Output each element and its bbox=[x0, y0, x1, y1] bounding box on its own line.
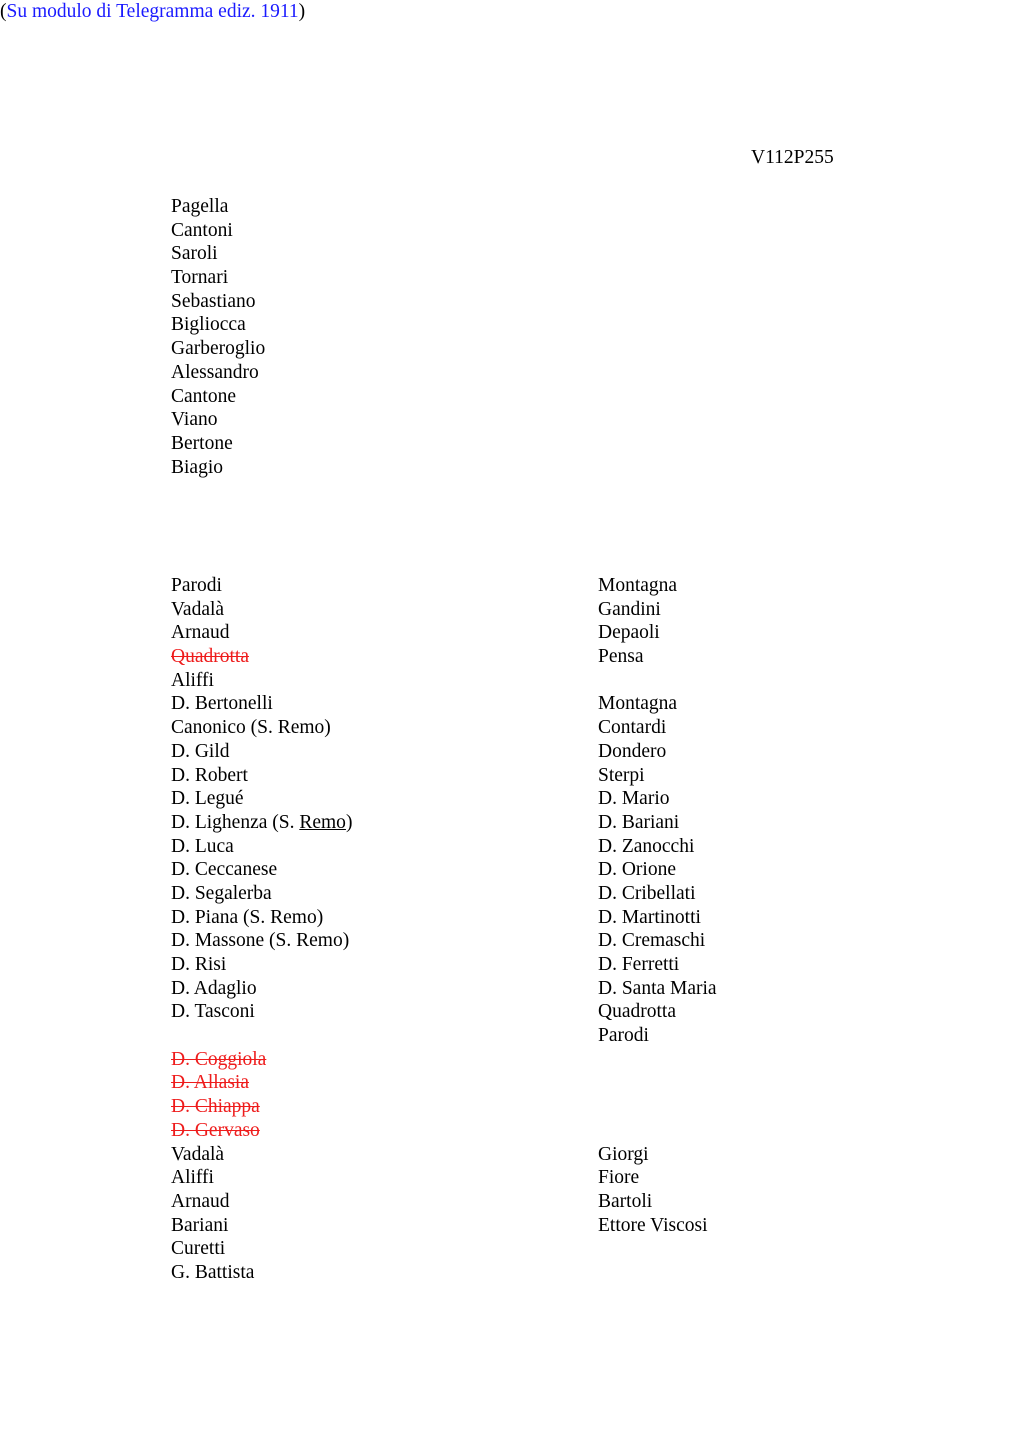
list-item: Gandini bbox=[598, 598, 661, 620]
note-open-paren: ( bbox=[0, 1, 7, 22]
list-item bbox=[171, 764, 352, 788]
list-item: Garberoglio bbox=[171, 338, 266, 360]
blank-line bbox=[171, 1024, 352, 1048]
list-item: D. Santa Maria bbox=[598, 977, 717, 999]
list-item: D. Bariani bbox=[598, 811, 680, 833]
list-item-text: Vadalà bbox=[171, 598, 225, 620]
list-item: Contardi bbox=[598, 717, 667, 739]
list-item bbox=[171, 787, 352, 811]
list-item: Viano bbox=[171, 409, 218, 431]
list-item-text: Vadalà bbox=[171, 1143, 225, 1165]
list-item bbox=[171, 1190, 352, 1214]
list-item-text: D. Legué bbox=[171, 788, 244, 810]
list-item: Bartoli bbox=[598, 1190, 653, 1212]
list-item: Pagella bbox=[171, 196, 229, 217]
list-item: Fiore bbox=[598, 1167, 640, 1189]
struck-through-name: D. Coggiola bbox=[171, 1048, 267, 1070]
source-note bbox=[0, 0, 1024, 24]
list-item-text: D. Risi bbox=[171, 954, 227, 975]
list-item: Quadrotta bbox=[598, 1001, 676, 1023]
list-item bbox=[171, 811, 352, 835]
list-item bbox=[171, 1000, 352, 1024]
list-item: Bertone bbox=[171, 432, 233, 454]
list-item bbox=[171, 929, 352, 953]
list-item: Biagio bbox=[171, 456, 223, 478]
list-item-text: D. Ceccanese bbox=[171, 859, 278, 881]
list-item: D. Mario bbox=[598, 788, 670, 810]
list-item: Cantone bbox=[171, 385, 236, 407]
list-item: D. Orione bbox=[598, 859, 676, 881]
list-item: Saroli bbox=[171, 243, 218, 265]
note-text: Su modulo di Telegramma ediz. 1911 bbox=[6, 1, 299, 22]
struck-through-name: D. Allasia bbox=[171, 1072, 249, 1094]
blank-line bbox=[598, 1071, 717, 1095]
list-item bbox=[171, 1071, 352, 1095]
struck-through-name: Quadrotta bbox=[171, 646, 249, 668]
list-item: Giorgi bbox=[598, 1143, 649, 1165]
list-item bbox=[171, 716, 352, 740]
list-item-text: D. Robert bbox=[171, 764, 248, 786]
list-item bbox=[171, 621, 352, 645]
list-item bbox=[171, 740, 352, 764]
page-reference: V112P255 bbox=[751, 147, 834, 168]
name-list-top bbox=[171, 195, 265, 479]
list-item-text: Bariani bbox=[171, 1214, 229, 1236]
list-item bbox=[171, 574, 352, 598]
list-item-text: D. Bertonelli bbox=[171, 693, 273, 715]
list-item bbox=[171, 953, 352, 977]
list-item bbox=[171, 858, 352, 882]
list-item bbox=[171, 692, 352, 716]
list-item-text: Aliffi bbox=[171, 669, 214, 691]
list-item-text: D. Massone (S. Remo) bbox=[171, 930, 350, 952]
list-item-text: Aliffi bbox=[171, 1167, 214, 1189]
list-item-text: D. Gild bbox=[171, 740, 230, 762]
list-item-text: G. Battista bbox=[171, 1261, 255, 1283]
list-item: Dondero bbox=[598, 740, 667, 762]
list-item: D. Zanocchi bbox=[598, 835, 695, 857]
blank-line bbox=[598, 1095, 717, 1119]
list-item: Sebastiano bbox=[171, 290, 256, 312]
struck-through-name: D. Chiappa bbox=[171, 1096, 260, 1118]
list-item: D. Ferretti bbox=[598, 954, 680, 975]
note-close-paren: ) bbox=[298, 1, 306, 22]
blank-line bbox=[598, 1119, 717, 1143]
list-item: D. Cremaschi bbox=[598, 930, 706, 952]
list-item-text: ) bbox=[345, 811, 353, 833]
list-item bbox=[171, 835, 352, 859]
list-item: Pensa bbox=[598, 646, 644, 668]
list-item bbox=[171, 977, 352, 1001]
list-item bbox=[171, 645, 352, 669]
blank-line bbox=[598, 669, 717, 693]
list-item bbox=[171, 906, 352, 930]
list-item: Sterpi bbox=[598, 764, 645, 786]
list-item-text: Parodi bbox=[171, 575, 222, 596]
list-item-text: D. Adaglio bbox=[171, 977, 257, 999]
name-list-right-column bbox=[598, 574, 717, 1237]
list-item bbox=[171, 1119, 352, 1143]
list-item: Depaoli bbox=[598, 622, 660, 644]
list-item: Parodi bbox=[598, 1025, 649, 1047]
list-item bbox=[171, 882, 352, 906]
struck-through-name: D. Gervaso bbox=[171, 1119, 260, 1141]
list-item: Alessandro bbox=[171, 361, 259, 383]
list-item: Montagna bbox=[598, 575, 678, 596]
list-item bbox=[171, 1095, 352, 1119]
list-item bbox=[171, 1214, 352, 1238]
blank-line bbox=[598, 1048, 717, 1072]
underlined-text: Remo bbox=[299, 811, 346, 833]
list-item bbox=[171, 1166, 352, 1190]
list-item-text: D. Luca bbox=[171, 835, 234, 857]
list-item-text: D. Piana (S. Remo) bbox=[171, 906, 324, 928]
list-item: Cantoni bbox=[171, 219, 233, 241]
name-list-left-column bbox=[171, 574, 352, 1285]
list-item: D. Martinotti bbox=[598, 906, 701, 928]
list-item bbox=[171, 1143, 352, 1167]
list-item bbox=[171, 1048, 352, 1072]
list-item: Tornari bbox=[171, 267, 229, 289]
list-item: Ettore Viscosi bbox=[598, 1214, 708, 1236]
list-item-text: Arnaud bbox=[171, 1190, 230, 1212]
list-item: Montagna bbox=[598, 693, 678, 715]
list-item bbox=[171, 598, 352, 622]
list-item bbox=[171, 1237, 352, 1261]
list-item-text: D. Segalerba bbox=[171, 882, 272, 904]
list-item: Bigliocca bbox=[171, 314, 246, 336]
list-item-text: Arnaud bbox=[171, 622, 230, 644]
list-item-text: Curetti bbox=[171, 1238, 226, 1260]
list-item bbox=[171, 1261, 352, 1285]
list-item-text: D. Lighenza (S. bbox=[171, 811, 300, 833]
list-item bbox=[171, 669, 352, 693]
list-item: D. Cribellati bbox=[598, 882, 696, 904]
list-item-text: D. Tasconi bbox=[171, 1001, 255, 1023]
list-item-text: Canonico (S. Remo) bbox=[171, 717, 331, 739]
